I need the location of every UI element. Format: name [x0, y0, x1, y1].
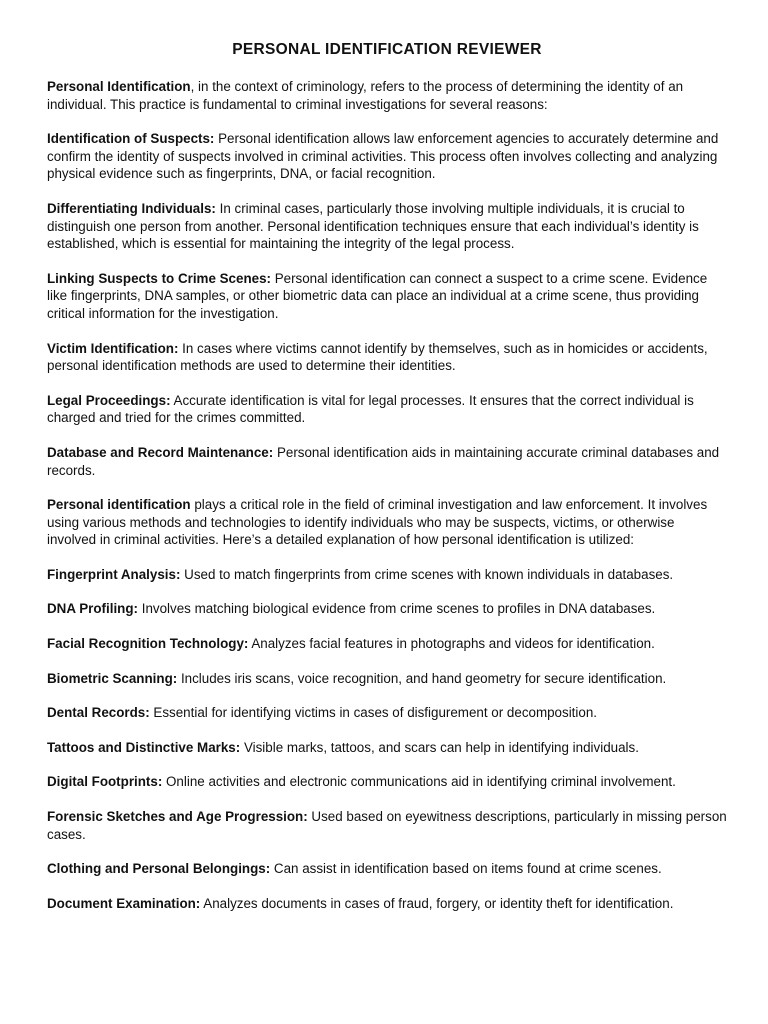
paragraph-text: Online activities and electronic communications aid in identifying criminal involvement.: [162, 774, 676, 790]
paragraph-term: Personal Identification: [47, 79, 191, 94]
paragraph-term: Linking Suspects to Crime Scenes:: [47, 270, 271, 286]
paragraph-term: Legal Proceedings:: [47, 392, 171, 408]
paragraph-term: Database and Record Maintenance:: [47, 444, 274, 460]
paragraph-fingerprint-analysis: [47, 566, 727, 584]
paragraph-forensic-sketches: [47, 808, 727, 843]
paragraph-linking-suspects: [47, 270, 727, 323]
paragraph-text: Used to match fingerprints from crime scenes with known individuals in databases.: [180, 566, 674, 582]
paragraph-term: Personal identification: [47, 497, 191, 513]
document-title: PERSONAL IDENTIFICATION REVIEWER: [232, 41, 542, 58]
paragraph-biometric-scanning: [47, 670, 727, 688]
paragraph-term: Fingerprint Analysis:: [47, 566, 181, 582]
paragraph-text: Can assist in identification based on items found at crime scenes.: [270, 861, 662, 877]
paragraph-clothing-belongings: [47, 860, 727, 878]
paragraph-text: Involves matching biological evidence from crime scenes to profiles in DNA databases.: [138, 601, 656, 617]
paragraph-term: DNA Profiling:: [47, 601, 138, 617]
paragraph-dna-profiling: [47, 600, 727, 618]
paragraph-term: Digital Footprints:: [47, 774, 163, 790]
paragraph-database-record-maintenance: [47, 444, 727, 479]
paragraph-text: Analyzes facial features in photographs and videos for identification.: [248, 636, 655, 652]
paragraph-personal-identification-role: [47, 496, 727, 549]
paragraph-term: Facial Recognition Technology:: [47, 636, 249, 652]
paragraph-differentiating-individuals: [47, 200, 727, 253]
paragraph-text: , in the context of criminology, refers to the process of determining the identity of an individual. This practice is fundamental to criminal investigations for several reasons:: [47, 79, 684, 112]
paragraph-term: Differentiating Individuals:: [47, 200, 216, 216]
paragraph-text: Analyzes documents in cases of fraud, forgery, or identity theft for identification.: [200, 895, 674, 911]
paragraph-text: Personal identification aids in maintaining accurate criminal databases and records.: [47, 444, 720, 478]
paragraph-intro: [47, 78, 727, 113]
paragraph-text: Personal identification allows law enforcement agencies to accurately determine and confirm the identity of suspects involved in criminal activities. This process often involves collecting and analyzing physical evidence such as fingerprints, DNA, or facial recognition.: [47, 131, 719, 182]
paragraph-dental-records: [47, 704, 727, 722]
paragraph-term: Document Examination:: [47, 895, 201, 911]
paragraph-term: Forensic Sketches and Age Progression:: [47, 809, 308, 825]
paragraph-text: Used based on eyewitness descriptions, particularly in missing person cases.: [47, 809, 727, 842]
paragraph-document-examination: [47, 895, 727, 913]
paragraph-term: Identification of Suspects:: [47, 131, 215, 147]
paragraph-identification-of-suspects: [47, 130, 727, 183]
paragraph-digital-footprints: [47, 773, 727, 791]
paragraph-text: In criminal cases, particularly those involving multiple individuals, it is crucial to distinguish one person from another. Personal identification techniques ensure that each individual’s identity is established, which is essential for maintaining the integrity of the legal process.: [47, 200, 699, 252]
paragraph-tattoos-marks: [47, 739, 727, 757]
paragraph-term: Biometric Scanning:: [47, 670, 178, 686]
paragraph-term: Victim Identification:: [47, 340, 179, 356]
paragraph-text: Personal identification can connect a suspect to a crime scene. Evidence like fingerprints, DNA samples, or other biometric data can place an individual at a crime scene, thus providing critical information for the investigation.: [47, 270, 708, 321]
paragraph-legal-proceedings: [47, 392, 727, 427]
paragraph-text: plays a critical role in the field of criminal investigation and law enforcement. It involves using various methods and technologies to identify individuals who may be suspects, victims, or otherwise involved in criminal activities. Here’s a detailed explanation of how personal identification is utilized:: [47, 497, 708, 548]
paragraph-text: Visible marks, tattoos, and scars can help in identifying individuals.: [240, 739, 639, 755]
document-page: [47, 40, 727, 929]
paragraph-term: Clothing and Personal Belongings:: [47, 861, 271, 877]
paragraph-text: Accurate identification is vital for legal processes. It ensures that the correct individual is charged and tried for the crimes committed.: [47, 392, 694, 426]
paragraph-text: Essential for identifying victims in cases of disfigurement or decomposition.: [149, 705, 597, 721]
paragraph-text: Includes iris scans, voice recognition, and hand geometry for secure identification.: [177, 670, 667, 686]
paragraph-text: In cases where victims cannot identify by themselves, such as in homicides or accidents, personal identification methods are used to determine their identities.: [47, 340, 708, 374]
paragraph-term: Tattoos and Distinctive Marks:: [47, 739, 241, 755]
paragraph-facial-recognition: [47, 635, 727, 653]
paragraph-victim-identification: [47, 340, 727, 375]
paragraph-term: Dental Records:: [47, 705, 150, 721]
